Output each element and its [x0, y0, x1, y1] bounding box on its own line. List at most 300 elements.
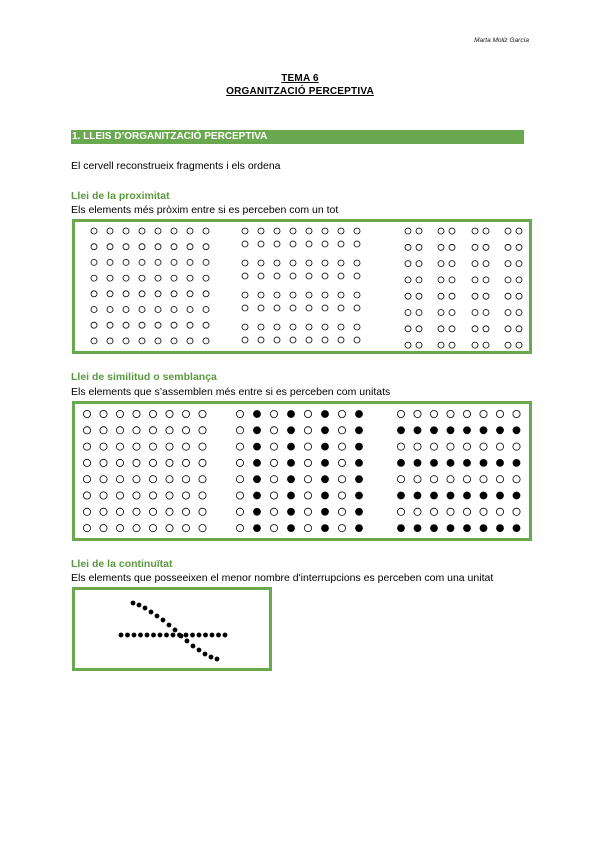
dot: [496, 459, 503, 466]
dot: [83, 410, 90, 417]
dot: [472, 244, 478, 250]
dot: [100, 476, 107, 483]
dot: [91, 291, 97, 297]
dot: [107, 322, 113, 328]
dot: [258, 241, 264, 247]
dot: [354, 305, 360, 311]
dot: [171, 291, 177, 297]
dot: [199, 427, 206, 434]
dot: [338, 337, 344, 343]
dot: [430, 476, 437, 483]
dot: [405, 244, 411, 250]
dot: [274, 260, 280, 266]
dot: [203, 633, 207, 637]
dot: [447, 492, 454, 499]
dot: [483, 228, 489, 234]
dot: [242, 228, 248, 234]
dot: [190, 633, 194, 637]
dot: [187, 259, 193, 265]
dot: [133, 443, 140, 450]
dot: [91, 307, 97, 313]
dot: [449, 277, 455, 283]
dot: [155, 228, 161, 234]
dot: [132, 633, 136, 637]
law-proximity-description: Els elements més pròxim entre si es perceben com un tot: [71, 204, 339, 216]
dot: [290, 273, 296, 279]
dot: [171, 633, 175, 637]
dot: [187, 291, 193, 297]
dot: [274, 292, 280, 298]
dot: [209, 655, 213, 659]
dot: [449, 228, 455, 234]
dot: [414, 492, 421, 499]
dot: [447, 476, 454, 483]
dot: [516, 277, 522, 283]
dot: [290, 305, 296, 311]
dot: [290, 324, 296, 330]
dot: [166, 525, 173, 532]
dot: [463, 508, 470, 515]
dot: [438, 277, 444, 283]
dot: [270, 443, 277, 450]
dot: [182, 525, 189, 532]
topic-title: TEMA 6: [281, 73, 319, 84]
dot: [405, 326, 411, 332]
dot: [338, 305, 344, 311]
dot: [290, 228, 296, 234]
dot: [151, 633, 155, 637]
dot: [107, 338, 113, 344]
dot: [516, 293, 522, 299]
dot: [236, 443, 243, 450]
dot: [513, 410, 520, 417]
dot: [287, 427, 294, 434]
dot: [496, 410, 503, 417]
dot: [430, 410, 437, 417]
dot: [91, 244, 97, 250]
dot: [91, 338, 97, 344]
dot: [253, 492, 260, 499]
dot: [290, 260, 296, 266]
dot: [107, 259, 113, 265]
dot: [203, 652, 207, 656]
dot: [155, 275, 161, 281]
dot: [274, 337, 280, 343]
dot: [355, 525, 362, 532]
dot: [185, 639, 189, 643]
dot: [100, 525, 107, 532]
dot: [483, 277, 489, 283]
dot: [449, 261, 455, 267]
dot: [397, 492, 404, 499]
dot: [197, 648, 201, 652]
dot: [139, 307, 145, 313]
dot: [116, 525, 123, 532]
dot: [480, 476, 487, 483]
dot: [472, 261, 478, 267]
dot: [304, 492, 311, 499]
dot: [287, 525, 294, 532]
dot: [483, 326, 489, 332]
dot: [116, 476, 123, 483]
dot: [447, 525, 454, 532]
law-continuity-title: Llei de la continuïtat: [71, 558, 173, 570]
dot: [155, 259, 161, 265]
dot: [414, 443, 421, 450]
dot: [321, 427, 328, 434]
dot: [158, 633, 162, 637]
dot: [143, 606, 147, 610]
law-similarity-title: Llei de similitud o semblança: [71, 371, 217, 383]
dot: [236, 492, 243, 499]
dot: [187, 244, 193, 250]
dot: [354, 273, 360, 279]
dot: [187, 322, 193, 328]
dot: [287, 410, 294, 417]
dot: [472, 293, 478, 299]
dot: [397, 525, 404, 532]
dot: [171, 307, 177, 313]
dot: [397, 410, 404, 417]
dot: [83, 427, 90, 434]
dot: [258, 273, 264, 279]
dot: [258, 228, 264, 234]
dot: [430, 508, 437, 515]
dot: [355, 443, 362, 450]
dot: [116, 508, 123, 515]
dot: [287, 459, 294, 466]
dot: [203, 259, 209, 265]
dot: [449, 310, 455, 316]
dot: [438, 342, 444, 348]
dot: [416, 293, 422, 299]
dot: [258, 260, 264, 266]
dot: [203, 275, 209, 281]
dot: [258, 305, 264, 311]
dot: [253, 508, 260, 515]
dot: [405, 310, 411, 316]
dot: [480, 410, 487, 417]
dot: [322, 305, 328, 311]
dot: [505, 244, 511, 250]
dot: [338, 228, 344, 234]
dot: [338, 273, 344, 279]
dot: [236, 459, 243, 466]
dot: [133, 525, 140, 532]
dot: [290, 292, 296, 298]
dot: [107, 244, 113, 250]
dot: [480, 459, 487, 466]
dot: [133, 508, 140, 515]
dot: [414, 476, 421, 483]
dot: [270, 525, 277, 532]
dot: [449, 244, 455, 250]
dot: [155, 244, 161, 250]
dot: [463, 459, 470, 466]
dot: [155, 291, 161, 297]
dot: [149, 610, 153, 614]
dot: [166, 459, 173, 466]
dot: [287, 476, 294, 483]
dot: [155, 338, 161, 344]
dot: [123, 259, 129, 265]
dot: [100, 459, 107, 466]
dot: [199, 508, 206, 515]
dot: [166, 427, 173, 434]
dot: [139, 244, 145, 250]
dot: [447, 410, 454, 417]
dot: [516, 342, 522, 348]
dot: [258, 292, 264, 298]
dot: [322, 337, 328, 343]
dot: [138, 633, 142, 637]
dot: [405, 293, 411, 299]
dot: [306, 324, 312, 330]
dot: [306, 241, 312, 247]
dot: [414, 459, 421, 466]
dot: [414, 410, 421, 417]
dot: [182, 459, 189, 466]
dot: [405, 228, 411, 234]
proximity-figure: [72, 219, 532, 354]
dot: [472, 310, 478, 316]
dot: [197, 633, 201, 637]
dot: [133, 410, 140, 417]
dot: [242, 273, 248, 279]
dot: [164, 633, 168, 637]
dot: [203, 307, 209, 313]
dot: [139, 259, 145, 265]
dot: [405, 277, 411, 283]
dot: [83, 476, 90, 483]
dot: [258, 324, 264, 330]
dot: [155, 322, 161, 328]
dot: [236, 410, 243, 417]
dot: [447, 427, 454, 434]
author-name: Marta Moliz García: [474, 37, 529, 44]
dot: [133, 459, 140, 466]
dot: [483, 310, 489, 316]
dot: [125, 633, 129, 637]
dot: [321, 410, 328, 417]
dot: [355, 410, 362, 417]
dot: [171, 244, 177, 250]
dot: [405, 261, 411, 267]
dot: [416, 326, 422, 332]
dot: [199, 492, 206, 499]
continuity-dots: [75, 590, 269, 668]
dot: [236, 476, 243, 483]
dot: [137, 603, 141, 607]
dot: [242, 260, 248, 266]
dot: [133, 427, 140, 434]
dot: [355, 508, 362, 515]
dot: [304, 443, 311, 450]
dot: [83, 508, 90, 515]
dot: [355, 492, 362, 499]
dot: [304, 508, 311, 515]
dot: [149, 492, 156, 499]
dot: [354, 324, 360, 330]
dot: [210, 633, 214, 637]
dot: [287, 492, 294, 499]
dot: [338, 476, 345, 483]
dot: [187, 338, 193, 344]
dot: [496, 427, 503, 434]
dot: [91, 228, 97, 234]
similarity-dots: [75, 404, 529, 538]
dot: [483, 244, 489, 250]
dot: [480, 427, 487, 434]
dot: [322, 324, 328, 330]
section-heading: 1. LLEIS D’ORGANITZACIÓ PERCEPTIVA: [71, 130, 524, 144]
dot: [430, 427, 437, 434]
dot: [166, 410, 173, 417]
dot: [355, 476, 362, 483]
dot: [83, 525, 90, 532]
dot: [338, 508, 345, 515]
dot: [123, 228, 129, 234]
dot: [496, 492, 503, 499]
dot: [139, 322, 145, 328]
dot: [182, 427, 189, 434]
dot: [322, 292, 328, 298]
dot: [203, 291, 209, 297]
dot: [306, 228, 312, 234]
dot: [321, 459, 328, 466]
dot: [463, 410, 470, 417]
dot: [480, 443, 487, 450]
dot: [116, 459, 123, 466]
dot: [242, 305, 248, 311]
dot: [416, 261, 422, 267]
dot: [505, 261, 511, 267]
dot: [133, 492, 140, 499]
dot: [203, 322, 209, 328]
dot: [321, 508, 328, 515]
dot: [430, 443, 437, 450]
dot: [215, 657, 219, 661]
dot: [199, 410, 206, 417]
dot: [505, 277, 511, 283]
dot: [397, 508, 404, 515]
dot: [438, 310, 444, 316]
dot: [322, 241, 328, 247]
dot: [505, 293, 511, 299]
dot: [513, 525, 520, 532]
dot: [438, 261, 444, 267]
dot: [236, 427, 243, 434]
dot: [133, 476, 140, 483]
topic-subtitle: ORGANITZACIÓ PERCEPTIVA: [226, 86, 374, 97]
dot: [306, 305, 312, 311]
dot: [321, 492, 328, 499]
dot: [139, 228, 145, 234]
dot: [338, 459, 345, 466]
dot: [171, 275, 177, 281]
dot: [91, 275, 97, 281]
dot: [199, 525, 206, 532]
dot: [416, 228, 422, 234]
dot: [438, 326, 444, 332]
dot: [405, 342, 411, 348]
dot: [199, 443, 206, 450]
dot: [397, 476, 404, 483]
dot: [304, 476, 311, 483]
dot: [438, 228, 444, 234]
dot: [83, 459, 90, 466]
dot: [100, 508, 107, 515]
dot: [187, 228, 193, 234]
dot: [354, 228, 360, 234]
dot: [480, 508, 487, 515]
dot: [166, 443, 173, 450]
dot: [123, 244, 129, 250]
dot: [447, 459, 454, 466]
dot: [338, 260, 344, 266]
dot: [182, 508, 189, 515]
dot: [149, 476, 156, 483]
dot: [236, 525, 243, 532]
dot: [83, 443, 90, 450]
dot: [287, 443, 294, 450]
dot: [139, 338, 145, 344]
dot: [472, 326, 478, 332]
dot: [236, 508, 243, 515]
dot: [131, 601, 135, 605]
dot: [166, 492, 173, 499]
law-proximity-title: Llei de la proximitat: [71, 190, 170, 202]
dot: [306, 337, 312, 343]
dot: [187, 307, 193, 313]
dot: [463, 476, 470, 483]
dot: [253, 476, 260, 483]
dot: [171, 259, 177, 265]
dot: [187, 275, 193, 281]
dot: [496, 525, 503, 532]
dot: [123, 338, 129, 344]
dot: [321, 443, 328, 450]
dot: [91, 322, 97, 328]
dot: [270, 459, 277, 466]
dot: [338, 443, 345, 450]
dot: [182, 476, 189, 483]
dot: [480, 525, 487, 532]
dot: [83, 492, 90, 499]
dot: [463, 427, 470, 434]
dot: [123, 307, 129, 313]
dot: [513, 492, 520, 499]
dot: [270, 508, 277, 515]
dot: [223, 633, 227, 637]
dot: [355, 459, 362, 466]
continuity-figure: [72, 587, 272, 671]
dot: [274, 324, 280, 330]
dot: [155, 307, 161, 313]
dot: [100, 410, 107, 417]
dot: [304, 525, 311, 532]
dot: [338, 241, 344, 247]
dot: [149, 525, 156, 532]
dot: [149, 459, 156, 466]
dot: [270, 476, 277, 483]
dot: [513, 459, 520, 466]
dot: [438, 244, 444, 250]
dot: [397, 459, 404, 466]
dot: [449, 293, 455, 299]
dot: [184, 633, 188, 637]
dot: [274, 305, 280, 311]
